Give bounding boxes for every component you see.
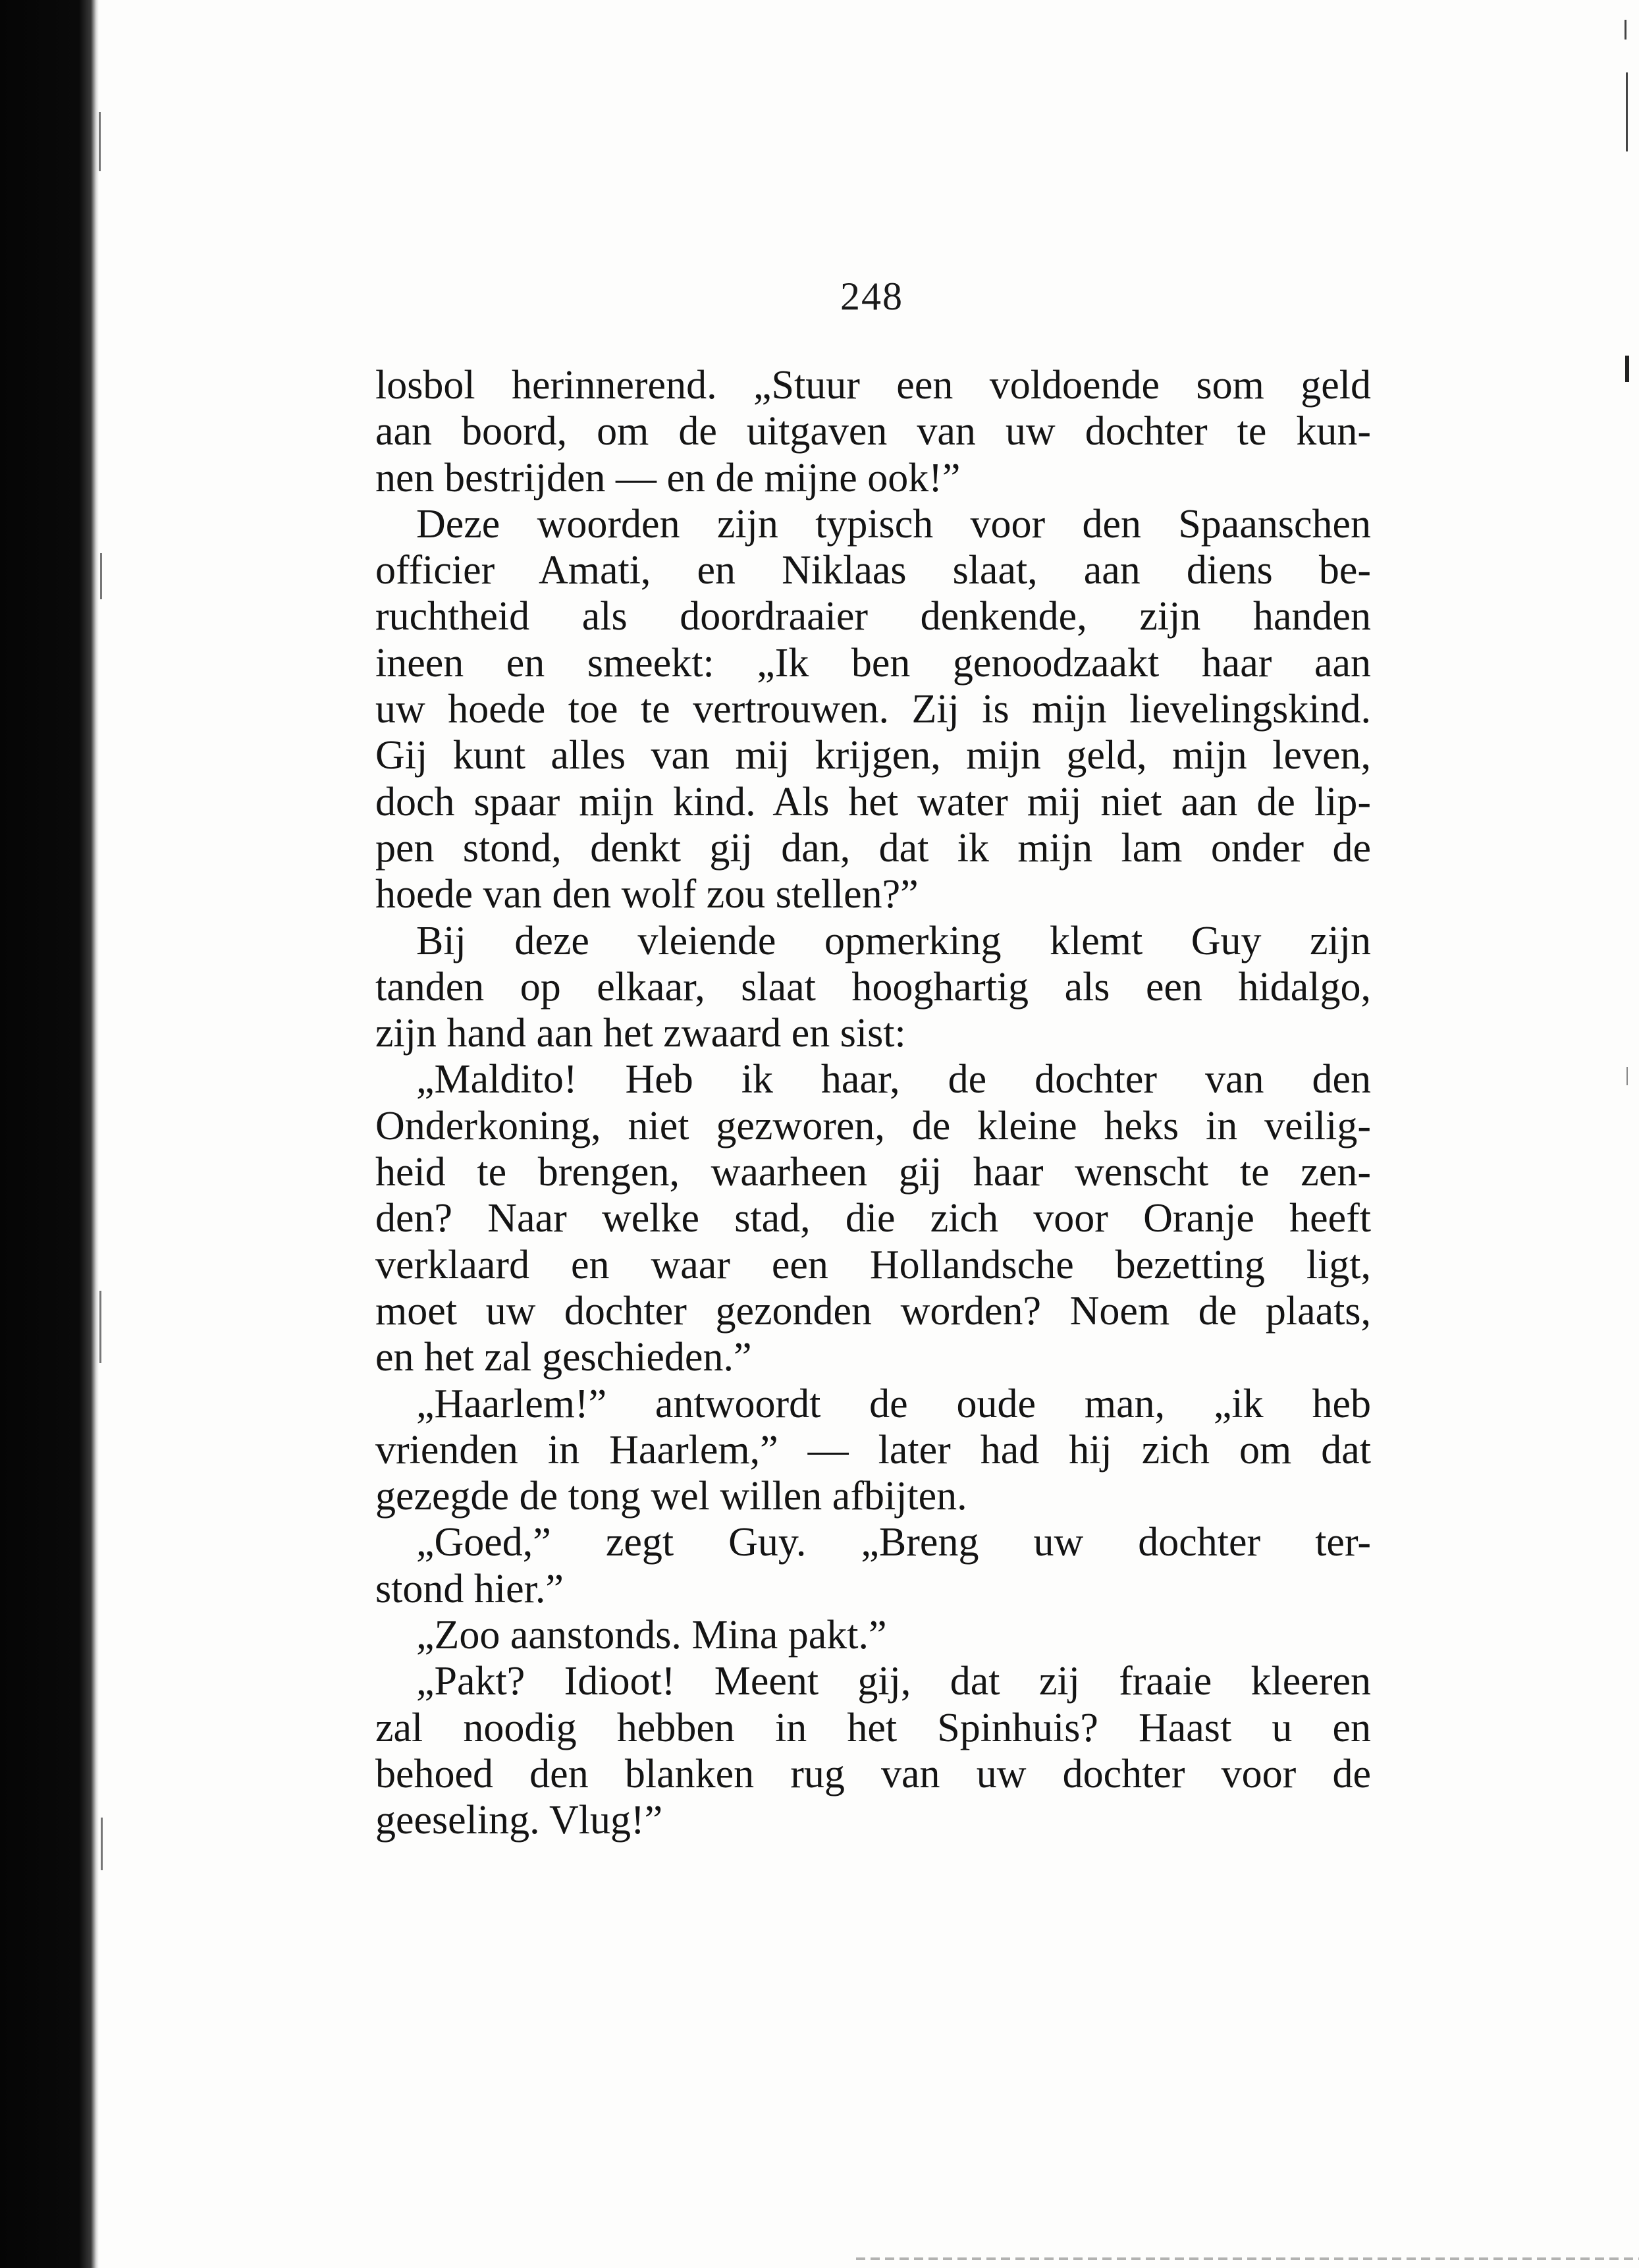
text-line: stond hier.” [375, 1566, 564, 1611]
text-line: Deze woorden zijn typisch voor den Spaanschen [416, 501, 1371, 547]
scan-speck [1625, 20, 1626, 40]
scan-speck [1626, 1067, 1628, 1085]
text-line: tanden op elkaar, slaat hooghartig als een hidalgo, [375, 964, 1371, 1010]
text-line: aan boord, om de uitgaven van uw dochter te kun- [375, 409, 1371, 454]
text-line: Bij deze vleiende opmerking klemt Guy zijn [416, 918, 1371, 963]
scan-speck [99, 1291, 101, 1363]
text-line: „Pakt? Idioot! Meent gij, dat zij fraaie kleeren [416, 1659, 1371, 1704]
text-line: behoed den blanken rug van uw dochter voor de [375, 1751, 1371, 1796]
text-line: losbol herinnerend. „Stuur een voldoende som geld [375, 363, 1371, 408]
text-line: pen stond, denkt gij dan, dat ik mijn lam onder de [375, 825, 1371, 871]
text-line: moet uw dochter gezonden worden? Noem de plaats, [375, 1288, 1371, 1334]
text-line: nen bestrijden — en de mijne ook!” [375, 455, 961, 500]
text-line: ruchtheid als doordraaier denkende, zijn handen [375, 594, 1371, 639]
text-line: en het zal geschieden.” [375, 1335, 752, 1380]
text-line: Gij kunt alles van mij krijgen, mijn geld, mijn leven, [375, 733, 1371, 778]
binding-edge [0, 0, 99, 2268]
text-line: geeseling. Vlug!” [375, 1798, 663, 1843]
text-line: hoede van den wolf zou stellen?” [375, 872, 919, 917]
scan-speck [100, 553, 102, 599]
scan-speck [101, 1818, 103, 1870]
text-line: „Goed,” zegt Guy. „Breng uw dochter ter- [416, 1520, 1371, 1565]
text-line: Onderkoning, niet gezworen, de kleine heks in veilig- [375, 1103, 1371, 1148]
scan-speck [1626, 72, 1628, 151]
page-number: 248 [840, 275, 903, 318]
text-line: den? Naar welke stad, die zich voor Oranje heeft [375, 1196, 1371, 1241]
text-line: doch spaar mijn kind. Als het water mij niet aan de lip- [375, 779, 1371, 824]
text-line: uw hoede toe te vertrouwen. Zij is mijn lievelingskind. [375, 687, 1371, 732]
scan-speck [99, 112, 101, 171]
text-line: zijn hand aan het zwaard en sist: [375, 1011, 906, 1056]
text-line: „Zoo aanstonds. Mina pakt.” [416, 1613, 887, 1658]
text-line: officier Amati, en Niklaas slaat, aan diens be- [375, 548, 1371, 593]
text-line: vrienden in Haarlem,” — later had hij zich om dat [375, 1427, 1371, 1472]
text-line: zal noodig hebben in het Spinhuis? Haast u en [375, 1705, 1371, 1750]
text-line: gezegde de tong wel willen afbijten. [375, 1474, 967, 1519]
text-line: ineen en smeekt: „Ik ben genoodzaakt haar aan [375, 640, 1371, 686]
scan-bottom-edge [856, 2257, 1639, 2260]
text-line: „Maldito! Heb ik haar, de dochter van den [416, 1057, 1371, 1102]
text-line: „Haarlem!” antwoordt de oude man, „ik heb [416, 1381, 1371, 1426]
scan-speck [1625, 356, 1629, 382]
body-text [375, 362, 1371, 1844]
text-line: verklaard en waar een Hollandsche bezetting ligt, [375, 1242, 1371, 1287]
text-line: heid te brengen, waarheen gij haar wenscht te zen- [375, 1150, 1371, 1195]
